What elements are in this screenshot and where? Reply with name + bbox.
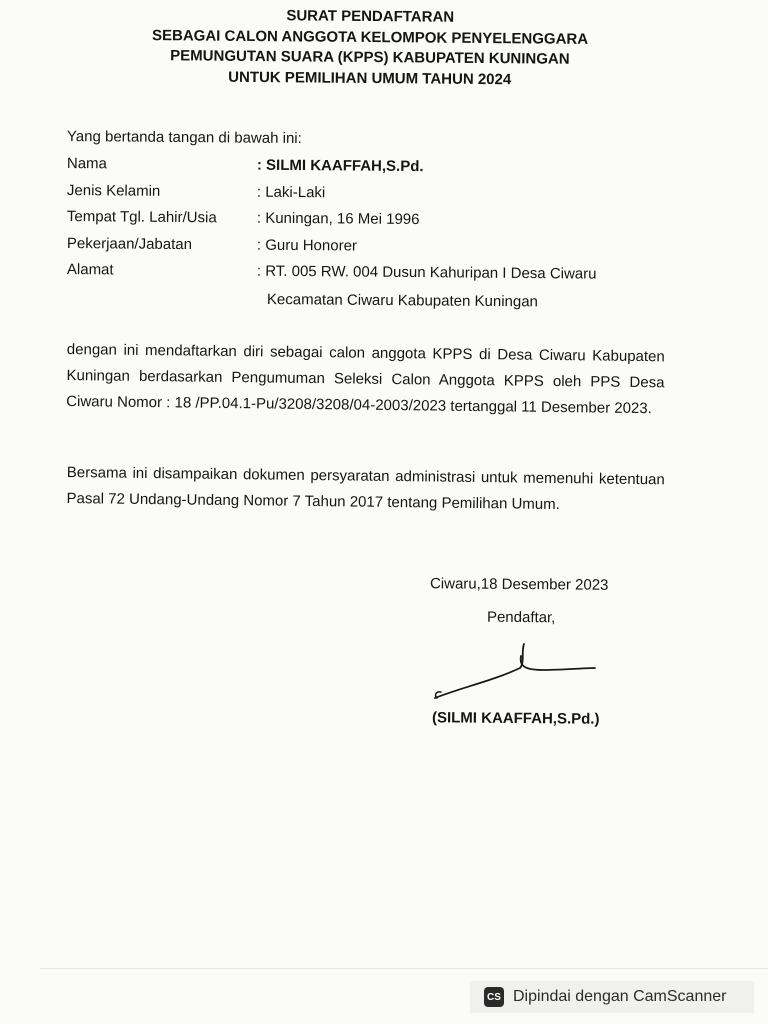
camscanner-icon: CS: [484, 987, 504, 1007]
field-label: Jenis Kelamin: [66, 182, 161, 200]
title-line: SEBAGAI CALON ANGGOTA KELOMPOK PENYELENGGARA: [151, 26, 589, 48]
body-paragraph: Bersama ini disampaikan dokumen persyaratan administrasi untuk memenuhi ketentuan Pasal 72 Undang-Undang Nomor 7 Tahun 2017 tentang Pemilihan Umum.: [66, 463, 665, 514]
intro-text: Yang bertanda tangan di bawah ini:: [66, 128, 302, 148]
body-paragraph: dengan ini mendaftarkan diri sebagai calon anggota KPPS di Desa Ciwaru Kabupaten Kuningan berdasarkan Pengumuman Seleksi Calon Anggota KPPS oleh PPS Desa Ciwaru Nomor : 18 /PP.04.1-Pu/3208/3208/04-2003/2023 tertanggal 11 Desember 2023.: [66, 340, 665, 418]
title-line: SURAT PENDAFTARAN: [286, 7, 455, 26]
address-continuation: Kecamatan Ciwaru Kabupaten Kuningan: [266, 291, 539, 311]
field-label: Alamat: [66, 261, 114, 279]
watermark-text: Dipindai dengan CamScanner: [513, 988, 727, 1005]
letter-title: [60, 4, 681, 91]
title-line: PEMUNGUTAN SUARA (KPPS) KABUPATEN KUNINGAN: [170, 47, 570, 68]
field-value: : Laki-Laki: [256, 183, 326, 202]
camscanner-watermark: [470, 981, 754, 1013]
signer-role: Pendaftar,: [486, 608, 556, 627]
field-label: Nama: [66, 155, 108, 173]
signer-name: (SILMI KAAFFAH,S.Pd.): [431, 709, 600, 728]
field-value: : SILMI KAAFFAH,S.Pd.: [256, 156, 424, 176]
field-label: Tempat Tgl. Lahir/Usia: [66, 208, 217, 227]
field-label: Pekerjaan/Jabatan: [66, 235, 193, 254]
handwritten-signature: [425, 640, 605, 710]
field-value: : RT. 005 RW. 004 Dusun Kahuripan I Desa Ciwaru: [256, 262, 597, 283]
field-value: : Guru Honorer: [256, 236, 358, 255]
place-date: Ciwaru,18 Desember 2023: [429, 575, 609, 594]
scan-edge-line: [40, 968, 768, 969]
title-line: UNTUK PEMILIHAN UMUM TAHUN 2024: [228, 68, 512, 88]
field-value: : Kuningan, 16 Mei 1996: [256, 209, 420, 229]
